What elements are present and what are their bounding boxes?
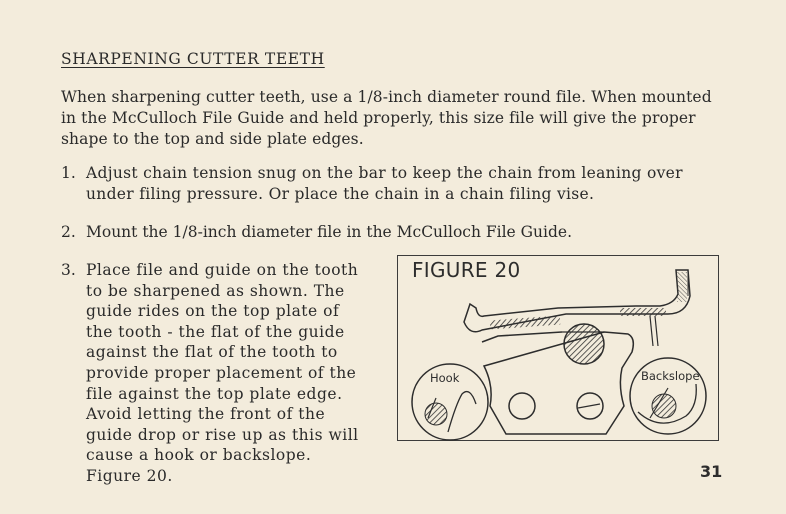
- figure-title: FIGURE 20: [412, 258, 521, 282]
- figure-20: [397, 255, 719, 441]
- guide-hatch-end: [677, 272, 687, 302]
- step-number: 3.: [61, 261, 76, 279]
- hook-inset: [412, 364, 488, 440]
- round-file: [564, 324, 604, 364]
- rivet-hole-left: [509, 393, 535, 419]
- page-number: 31: [700, 462, 723, 481]
- guide-hatch-left: [490, 316, 560, 330]
- guide-hatch-right: [620, 308, 666, 316]
- intro-paragraph: When sharpening cutter teeth, use a 1/8-inch diameter round file. When mounted in the McCulloch File Guide and held properly, this size file will give the proper shape to the top and side plate edges.: [61, 88, 712, 148]
- backslope-inset: [630, 358, 706, 434]
- step-text: Mount the 1/8-inch diameter file in the McCulloch File Guide.: [86, 223, 572, 241]
- step-number: 1.: [61, 164, 76, 182]
- hook-label: Hook: [430, 371, 460, 385]
- step-number: 2.: [61, 223, 76, 241]
- cutter-tooth: [482, 332, 633, 434]
- file-guide-illustration: [398, 256, 720, 442]
- step-text: Place file and guide on the tooth to be sharpened as shown. The guide rides on the top plate of the tooth - the flat of the guide against the flat of the tooth to provide proper placement of the file against the top plate edge. Avoid letting the front of the guide drop or rise up as this will cause a hook or backslope. Figure 20.: [86, 261, 359, 485]
- section-heading: SHARPENING CUTTER TEETH: [61, 50, 325, 68]
- backslope-label: Backslope: [641, 369, 700, 383]
- step-text: Adjust chain tension snug on the bar to keep the chain from leaning over under filing pressure. Or place the chain in a chain filing vise.: [86, 164, 683, 203]
